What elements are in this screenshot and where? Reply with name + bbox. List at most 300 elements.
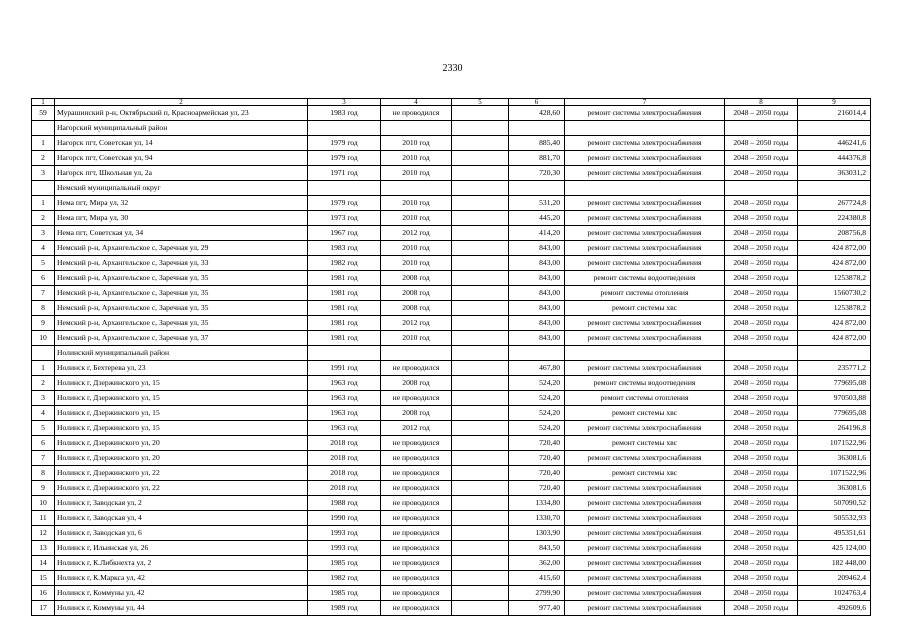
area: 843,00 — [509, 271, 565, 286]
row-number: 3 — [32, 391, 55, 406]
build-year: 1993 год — [308, 541, 381, 556]
column-number: 4 — [381, 99, 452, 106]
table-row — [32, 556, 871, 571]
period: 2048 – 2050 годы — [725, 496, 798, 511]
table-row — [32, 571, 871, 586]
row-number: 4 — [32, 406, 55, 421]
cost: 446241,6 — [798, 136, 871, 151]
address: Немский р-н, Архангельское с, Заречная ул, 35 — [55, 271, 308, 286]
table-row — [32, 451, 871, 466]
last-repair-year: не проводился — [381, 556, 452, 571]
table-row — [32, 256, 871, 271]
cost: 507090,52 — [798, 496, 871, 511]
column-5 — [452, 361, 509, 376]
last-repair-year: не проводился — [381, 436, 452, 451]
work-type: ремонт системы хвс — [565, 466, 725, 481]
area: 467,80 — [509, 361, 565, 376]
table-row — [32, 241, 871, 256]
build-year: 1982 год — [308, 256, 381, 271]
area: 843,50 — [509, 541, 565, 556]
area: 1303,90 — [509, 526, 565, 541]
area: 881,70 — [509, 151, 565, 166]
area: 720,40 — [509, 451, 565, 466]
work-type: ремонт системы электроснабжения — [565, 601, 725, 616]
row-number: 2 — [32, 151, 55, 166]
row-number: 13 — [32, 541, 55, 556]
build-year: 1982 год — [308, 571, 381, 586]
column-5 — [452, 376, 509, 391]
cost: 1253878,2 — [798, 301, 871, 316]
period: 2048 – 2050 годы — [725, 511, 798, 526]
last-repair-year: 2010 год — [381, 166, 452, 181]
address: Немский р-н, Архангельское с, Заречная ул, 35 — [55, 316, 308, 331]
area: 885,40 — [509, 136, 565, 151]
last-repair-year: 2010 год — [381, 256, 452, 271]
last-repair-year: 2010 год — [381, 151, 452, 166]
cost: 970503,88 — [798, 391, 871, 406]
work-type: ремонт системы электроснабжения — [565, 166, 725, 181]
address: Нагорск пгт, Школьная ул, 2а — [55, 166, 308, 181]
section-title: Нагорский муниципальный район — [55, 121, 308, 136]
cost: 264196,8 — [798, 421, 871, 436]
area: 524,20 — [509, 421, 565, 436]
last-repair-year: 2012 год — [381, 316, 452, 331]
section-empty-cell — [565, 181, 725, 196]
cost: 235771,2 — [798, 361, 871, 376]
row-number: 8 — [32, 466, 55, 481]
section-empty-cell — [381, 121, 452, 136]
last-repair-year: не проводился — [381, 541, 452, 556]
cost: 425 124,00 — [798, 541, 871, 556]
column-5 — [452, 586, 509, 601]
column-5 — [452, 106, 509, 121]
work-type: ремонт системы электроснабжения — [565, 496, 725, 511]
address: Немский р-н, Архангельское с, Заречная ул, 35 — [55, 286, 308, 301]
build-year: 1981 год — [308, 286, 381, 301]
work-type: ремонт системы электроснабжения — [565, 316, 725, 331]
cost: 363081,6 — [798, 481, 871, 496]
build-year: 1967 год — [308, 226, 381, 241]
work-type: ремонт системы отопления — [565, 391, 725, 406]
area: 414,20 — [509, 226, 565, 241]
cost: 444376,8 — [798, 151, 871, 166]
address: Нолинск г, Дзержинского ул, 22 — [55, 466, 308, 481]
row-number: 8 — [32, 301, 55, 316]
work-type: ремонт системы электроснабжения — [565, 361, 725, 376]
column-5 — [452, 451, 509, 466]
period: 2048 – 2050 годы — [725, 421, 798, 436]
table-row — [32, 526, 871, 541]
last-repair-year: 2012 год — [381, 421, 452, 436]
cost: 363031,2 — [798, 166, 871, 181]
work-type: ремонт системы хвс — [565, 406, 725, 421]
section-empty-cell — [798, 181, 871, 196]
cost: 779695,08 — [798, 376, 871, 391]
column-5 — [452, 541, 509, 556]
row-number: 1 — [32, 196, 55, 211]
address: Нолинск г, Бехтерева ул, 23 — [55, 361, 308, 376]
work-type: ремонт системы электроснабжения — [565, 556, 725, 571]
section-row — [32, 121, 871, 136]
period: 2048 – 2050 годы — [725, 331, 798, 346]
column-5 — [452, 166, 509, 181]
last-repair-year: 2008 год — [381, 286, 452, 301]
section-empty-cell — [452, 346, 509, 361]
area: 1334,80 — [509, 496, 565, 511]
area: 1330,70 — [509, 511, 565, 526]
area: 720,40 — [509, 481, 565, 496]
column-number: 1 — [32, 99, 55, 106]
period: 2048 – 2050 годы — [725, 451, 798, 466]
table-row — [32, 436, 871, 451]
row-number: 7 — [32, 451, 55, 466]
address: Немский р-н, Архангельское с, Заречная ул, 29 — [55, 241, 308, 256]
table-row — [32, 406, 871, 421]
cost: 209462,4 — [798, 571, 871, 586]
work-type: ремонт системы электроснабжения — [565, 571, 725, 586]
period: 2048 – 2050 годы — [725, 316, 798, 331]
address: Нагорск пгт, Советская ул, 94 — [55, 151, 308, 166]
row-number: 16 — [32, 586, 55, 601]
last-repair-year: не проводился — [381, 106, 452, 121]
area: 843,00 — [509, 286, 565, 301]
column-number: 6 — [509, 99, 565, 106]
address: Нолинск г, Дзержинского ул, 22 — [55, 481, 308, 496]
area: 362,00 — [509, 556, 565, 571]
period: 2048 – 2050 годы — [725, 136, 798, 151]
column-5 — [452, 421, 509, 436]
last-repair-year: не проводился — [381, 571, 452, 586]
column-5 — [452, 256, 509, 271]
build-year: 2018 год — [308, 436, 381, 451]
area: 843,00 — [509, 316, 565, 331]
column-5 — [452, 196, 509, 211]
work-type: ремонт системы электроснабжения — [565, 331, 725, 346]
area: 2799,90 — [509, 586, 565, 601]
address: Немский р-н, Архангельское с, Заречная ул, 35 — [55, 301, 308, 316]
work-type: ремонт системы электроснабжения — [565, 241, 725, 256]
period: 2048 – 2050 годы — [725, 301, 798, 316]
table-row — [32, 361, 871, 376]
section-empty-cell — [32, 181, 55, 196]
column-5 — [452, 526, 509, 541]
table-row — [32, 166, 871, 181]
cost: 1253878,2 — [798, 271, 871, 286]
work-type: ремонт системы электроснабжения — [565, 226, 725, 241]
build-year: 1981 год — [308, 301, 381, 316]
address: Нолинск г, Дзержинского ул, 15 — [55, 376, 308, 391]
period: 2048 – 2050 годы — [725, 106, 798, 121]
row-number: 12 — [32, 526, 55, 541]
area: 524,20 — [509, 391, 565, 406]
work-type: ремонт системы электроснабжения — [565, 106, 725, 121]
period: 2048 – 2050 годы — [725, 241, 798, 256]
build-year: 2018 год — [308, 481, 381, 496]
table-row — [32, 421, 871, 436]
address: Нема пгт, Советская ул, 34 — [55, 226, 308, 241]
address: Нолинск г, К.Либкнехта ул, 2 — [55, 556, 308, 571]
work-type: ремонт системы электроснабжения — [565, 541, 725, 556]
period: 2048 – 2050 годы — [725, 391, 798, 406]
table-row — [32, 481, 871, 496]
cost: 224380,8 — [798, 211, 871, 226]
address: Нема пгт, Мира ул, 32 — [55, 196, 308, 211]
last-repair-year: 2010 год — [381, 241, 452, 256]
area: 843,00 — [509, 256, 565, 271]
area: 977,40 — [509, 601, 565, 616]
cost: 1071522,96 — [798, 466, 871, 481]
period: 2048 – 2050 годы — [725, 526, 798, 541]
section-empty-cell — [308, 346, 381, 361]
address: Нолинск г, Ильинская ул, 26 — [55, 541, 308, 556]
cost: 1071522,96 — [798, 436, 871, 451]
period: 2048 – 2050 годы — [725, 541, 798, 556]
period: 2048 – 2050 годы — [725, 436, 798, 451]
area: 428,60 — [509, 106, 565, 121]
section-empty-cell — [565, 121, 725, 136]
section-row — [32, 181, 871, 196]
table-row — [32, 586, 871, 601]
column-5 — [452, 466, 509, 481]
period: 2048 – 2050 годы — [725, 601, 798, 616]
table-row — [32, 151, 871, 166]
table-row — [32, 136, 871, 151]
row-number: 5 — [32, 256, 55, 271]
last-repair-year: не проводился — [381, 391, 452, 406]
section-empty-cell — [798, 346, 871, 361]
column-5 — [452, 286, 509, 301]
column-5 — [452, 241, 509, 256]
table-row — [32, 286, 871, 301]
address: Нолинск г, Дзержинского ул, 20 — [55, 436, 308, 451]
column-5 — [452, 601, 509, 616]
page-number: 2330 — [442, 63, 463, 74]
row-number: 1 — [32, 361, 55, 376]
area: 843,00 — [509, 301, 565, 316]
area: 720,40 — [509, 466, 565, 481]
last-repair-year: 2010 год — [381, 211, 452, 226]
last-repair-year: 2008 год — [381, 301, 452, 316]
work-type: ремонт системы водоотведения — [565, 376, 725, 391]
last-repair-year: 2010 год — [381, 136, 452, 151]
column-5 — [452, 571, 509, 586]
section-empty-cell — [452, 181, 509, 196]
section-title: Нолинский муниципальный район — [55, 346, 308, 361]
period: 2048 – 2050 годы — [725, 211, 798, 226]
last-repair-year: не проводился — [381, 451, 452, 466]
build-year: 1981 год — [308, 316, 381, 331]
column-number: 3 — [308, 99, 381, 106]
section-empty-cell — [725, 346, 798, 361]
section-empty-cell — [32, 346, 55, 361]
period: 2048 – 2050 годы — [725, 361, 798, 376]
cost: 208756,8 — [798, 226, 871, 241]
column-5 — [452, 391, 509, 406]
last-repair-year: не проводился — [381, 361, 452, 376]
work-type: ремонт системы электроснабжения — [565, 451, 725, 466]
table-row — [32, 196, 871, 211]
address: Немский р-н, Архангельское с, Заречная ул, 37 — [55, 331, 308, 346]
table-row — [32, 226, 871, 241]
build-year: 1971 год — [308, 166, 381, 181]
build-year: 1963 год — [308, 421, 381, 436]
section-empty-cell — [32, 121, 55, 136]
row-number: 2 — [32, 211, 55, 226]
area: 720,30 — [509, 166, 565, 181]
address: Нолинск г, Дзержинского ул, 15 — [55, 406, 308, 421]
section-empty-cell — [308, 121, 381, 136]
row-number: 2 — [32, 376, 55, 391]
column-5 — [452, 271, 509, 286]
build-year: 1989 год — [308, 601, 381, 616]
row-number: 6 — [32, 271, 55, 286]
table-row — [32, 301, 871, 316]
build-year: 1993 год — [308, 526, 381, 541]
table-row — [32, 391, 871, 406]
address: Мурашинский р-н, Октябрьский п, Красноармейская ул, 23 — [55, 106, 308, 121]
area: 524,20 — [509, 376, 565, 391]
section-empty-cell — [565, 346, 725, 361]
column-5 — [452, 511, 509, 526]
table-row — [32, 466, 871, 481]
address: Нолинск г, Дзержинского ул, 15 — [55, 421, 308, 436]
build-year: 1991 год — [308, 361, 381, 376]
table-row — [32, 211, 871, 226]
period: 2048 – 2050 годы — [725, 466, 798, 481]
area: 720,40 — [509, 436, 565, 451]
work-type: ремонт системы электроснабжения — [565, 256, 725, 271]
cost: 424 872,00 — [798, 256, 871, 271]
last-repair-year: не проводился — [381, 601, 452, 616]
build-year: 2018 год — [308, 451, 381, 466]
row-number: 17 — [32, 601, 55, 616]
last-repair-year: не проводился — [381, 586, 452, 601]
section-empty-cell — [509, 121, 565, 136]
last-repair-year: 2010 год — [381, 331, 452, 346]
section-empty-cell — [509, 346, 565, 361]
column-number: 7 — [565, 99, 725, 106]
row-number: 5 — [32, 421, 55, 436]
column-number: 5 — [452, 99, 509, 106]
row-number: 14 — [32, 556, 55, 571]
table-row — [32, 496, 871, 511]
period: 2048 – 2050 годы — [725, 586, 798, 601]
cost: 495351,61 — [798, 526, 871, 541]
period: 2048 – 2050 годы — [725, 151, 798, 166]
work-type: ремонт системы отопления — [565, 286, 725, 301]
period: 2048 – 2050 годы — [725, 481, 798, 496]
work-type: ремонт системы электроснабжения — [565, 211, 725, 226]
column-5 — [452, 136, 509, 151]
build-year: 2018 год — [308, 466, 381, 481]
column-5 — [452, 226, 509, 241]
last-repair-year: 2008 год — [381, 376, 452, 391]
address: Нема пгт, Мира ул, 30 — [55, 211, 308, 226]
build-year: 1979 год — [308, 136, 381, 151]
table-row — [32, 331, 871, 346]
build-year: 1983 год — [308, 241, 381, 256]
period: 2048 – 2050 годы — [725, 571, 798, 586]
row-number: 59 — [32, 106, 55, 121]
cost: 505532,93 — [798, 511, 871, 526]
work-type: ремонт системы электроснабжения — [565, 196, 725, 211]
build-year: 1979 год — [308, 196, 381, 211]
last-repair-year: 2008 год — [381, 271, 452, 286]
address: Нолинск г, Заводская ул, 2 — [55, 496, 308, 511]
table-row — [32, 511, 871, 526]
table-row — [32, 106, 871, 121]
work-type: ремонт системы электроснабжения — [565, 511, 725, 526]
address: Нолинск г, Коммуны ул, 42 — [55, 586, 308, 601]
cost: 779695,08 — [798, 406, 871, 421]
column-number: 2 — [55, 99, 308, 106]
section-empty-cell — [509, 181, 565, 196]
period: 2048 – 2050 годы — [725, 256, 798, 271]
build-year: 1981 год — [308, 271, 381, 286]
column-5 — [452, 481, 509, 496]
build-year: 1983 год — [308, 106, 381, 121]
repair-schedule-table — [31, 98, 871, 616]
build-year: 1963 год — [308, 406, 381, 421]
column-number-row — [32, 99, 871, 106]
last-repair-year: не проводился — [381, 496, 452, 511]
cost: 182 448,00 — [798, 556, 871, 571]
column-number: 8 — [725, 99, 798, 106]
section-row — [32, 346, 871, 361]
section-empty-cell — [381, 181, 452, 196]
address: Нолинск г, К.Маркса ул, 42 — [55, 571, 308, 586]
period: 2048 – 2050 годы — [725, 406, 798, 421]
column-5 — [452, 496, 509, 511]
cost: 424 872,00 — [798, 316, 871, 331]
cost: 1560730,2 — [798, 286, 871, 301]
cost: 1024763,4 — [798, 586, 871, 601]
address: Нолинск г, Заводская ул, 4 — [55, 511, 308, 526]
section-empty-cell — [798, 121, 871, 136]
period: 2048 – 2050 годы — [725, 196, 798, 211]
row-number: 11 — [32, 511, 55, 526]
cost: 492609,6 — [798, 601, 871, 616]
row-number: 7 — [32, 286, 55, 301]
last-repair-year: не проводился — [381, 526, 452, 541]
column-5 — [452, 406, 509, 421]
period: 2048 – 2050 годы — [725, 556, 798, 571]
row-number: 1 — [32, 136, 55, 151]
column-number: 9 — [798, 99, 871, 106]
build-year: 1963 год — [308, 376, 381, 391]
build-year: 1988 год — [308, 496, 381, 511]
row-number: 15 — [32, 571, 55, 586]
column-5 — [452, 301, 509, 316]
row-number: 10 — [32, 496, 55, 511]
last-repair-year: не проводился — [381, 481, 452, 496]
cost: 424 872,00 — [798, 331, 871, 346]
work-type: ремонт системы электроснабжения — [565, 151, 725, 166]
period: 2048 – 2050 годы — [725, 271, 798, 286]
table-row — [32, 601, 871, 616]
period: 2048 – 2050 годы — [725, 166, 798, 181]
area: 843,00 — [509, 241, 565, 256]
section-empty-cell — [725, 121, 798, 136]
address: Нагорск пгт, Советская ул, 14 — [55, 136, 308, 151]
period: 2048 – 2050 годы — [725, 376, 798, 391]
build-year: 1973 год — [308, 211, 381, 226]
work-type: ремонт системы электроснабжения — [565, 136, 725, 151]
row-number: 6 — [32, 436, 55, 451]
row-number: 3 — [32, 166, 55, 181]
column-5 — [452, 556, 509, 571]
build-year: 1985 год — [308, 556, 381, 571]
